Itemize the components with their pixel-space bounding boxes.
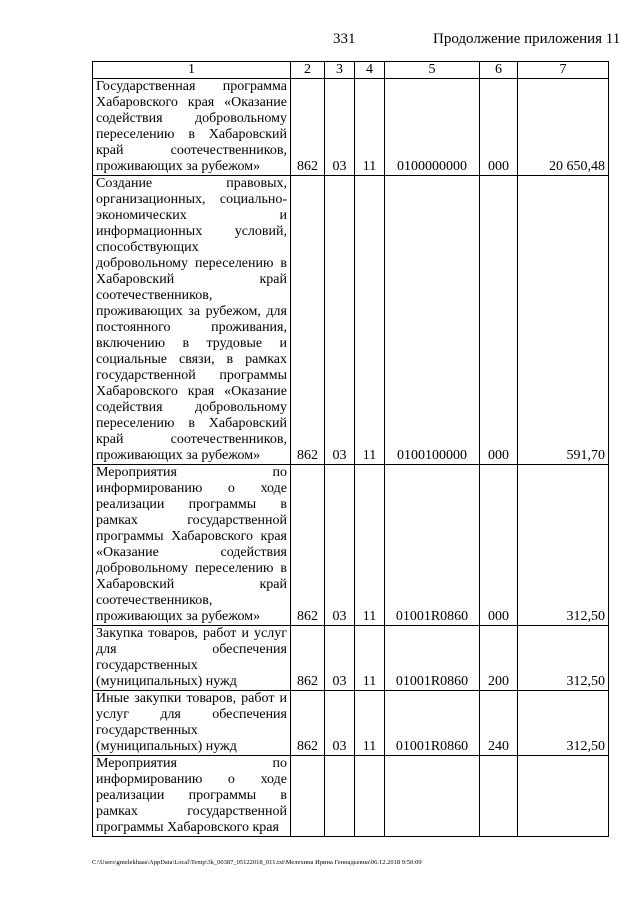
row-description <box>93 756 291 837</box>
description-line: организационных, социально- <box>96 192 287 207</box>
description-line: Создание правовых, <box>96 176 287 191</box>
description-line: информированию о ходе <box>96 772 287 787</box>
description-line: услуг для обеспечения <box>96 707 287 722</box>
target-article-code: 01001R0860 <box>385 465 480 626</box>
column-header: 7 <box>518 62 609 79</box>
description-line: Хабаровского края «Оказание <box>96 95 287 110</box>
description-line: реализации программы в <box>96 788 287 803</box>
expense-type-code: 000 <box>480 79 518 176</box>
description-line: проживающих за рубежом, для <box>96 304 287 319</box>
expense-type-code: 200 <box>480 626 518 691</box>
description-line: добровольному переселению в <box>96 561 287 576</box>
description-line: для обеспечения <box>96 642 287 657</box>
section-code: 03 <box>325 691 355 756</box>
ministry-code: 862 <box>291 176 325 465</box>
section-code: 03 <box>325 626 355 691</box>
amount <box>518 756 609 837</box>
description-line: информированию о ходе <box>96 481 287 496</box>
ministry-code: 862 <box>291 465 325 626</box>
column-header: 1 <box>93 62 291 79</box>
section-code: 03 <box>325 176 355 465</box>
target-article-code: 01001R0860 <box>385 626 480 691</box>
description-line: реализации программы в <box>96 497 287 512</box>
amount: 20 650,48 <box>518 79 609 176</box>
column-header: 3 <box>325 62 355 79</box>
ministry-code: 862 <box>291 626 325 691</box>
description-line: соотечественников, <box>96 593 213 608</box>
amount: 312,50 <box>518 465 609 626</box>
ministry-code: 862 <box>291 691 325 756</box>
description-line: «Оказание содействия <box>96 545 287 560</box>
expense-type-code <box>480 756 518 837</box>
file-path-footer: C:\Users\gmelekhaas\AppData\Local\Temp\3k_00387_05122018_011.txt\Мелехина Ирина Геннадьевна\06.12.2018 9:50:09 <box>92 859 422 866</box>
subsection-code: 11 <box>355 691 385 756</box>
description-line: соотечественников, <box>96 288 213 303</box>
row-description <box>93 79 291 176</box>
description-line: переселению в Хабаровский <box>96 127 287 142</box>
table-row <box>93 465 609 626</box>
subsection-code: 11 <box>355 626 385 691</box>
section-code: 03 <box>325 465 355 626</box>
description-line: постоянного проживания, <box>96 320 287 335</box>
description-line: включению в трудовые и <box>96 336 287 351</box>
description-line: край соотечественников, <box>96 143 287 158</box>
amount: 591,70 <box>518 176 609 465</box>
description-line: программы Хабаровского края <box>96 820 279 835</box>
description-line: способствующих <box>96 240 199 255</box>
amount: 312,50 <box>518 691 609 756</box>
column-header: 4 <box>355 62 385 79</box>
description-line: экономических и <box>96 208 287 223</box>
section-code <box>325 756 355 837</box>
description-line: рамках государственной <box>96 513 287 528</box>
description-line: Мероприятия по <box>96 756 287 771</box>
column-header: 2 <box>291 62 325 79</box>
section-code: 03 <box>325 79 355 176</box>
description-line: рамках государственной <box>96 804 287 819</box>
target-article-code <box>385 756 480 837</box>
subsection-code: 11 <box>355 465 385 626</box>
expense-type-code: 000 <box>480 465 518 626</box>
description-line: Хабаровский край <box>96 577 287 592</box>
description-line: содействия добровольному <box>96 400 287 415</box>
ministry-code <box>291 756 325 837</box>
subsection-code: 11 <box>355 176 385 465</box>
description-line: Мероприятия по <box>96 465 287 480</box>
row-description <box>93 691 291 756</box>
description-line: Иные закупки товаров, работ и <box>96 691 287 706</box>
table-row <box>93 79 609 176</box>
column-header: 5 <box>385 62 480 79</box>
description-line: добровольному переселению в <box>96 256 287 271</box>
table-row <box>93 626 609 691</box>
page-number: 331 <box>333 31 356 47</box>
row-description <box>93 626 291 691</box>
target-article-code: 01001R0860 <box>385 691 480 756</box>
target-article-code: 0100100000 <box>385 176 480 465</box>
subsection-code: 11 <box>355 79 385 176</box>
description-line: государственных <box>96 658 198 673</box>
table-row <box>93 691 609 756</box>
description-line: информационных условий, <box>96 224 287 239</box>
description-line: программы Хабаровского края <box>96 529 287 544</box>
table-header-row <box>93 62 609 79</box>
ministry-code: 862 <box>291 79 325 176</box>
description-line: проживающих за рубежом» <box>96 159 261 174</box>
column-header: 6 <box>480 62 518 79</box>
row-description <box>93 465 291 626</box>
target-article-code: 0100000000 <box>385 79 480 176</box>
description-line: проживающих за рубежом» <box>96 448 261 463</box>
description-line: (муниципальных) нужд <box>96 674 237 689</box>
budget-table <box>92 61 609 837</box>
description-line: Государственная программа <box>96 79 287 94</box>
description-line: Закупка товаров, работ и услуг <box>96 626 287 641</box>
table-row <box>93 176 609 465</box>
table-row <box>93 756 609 837</box>
description-line: содействия добровольному <box>96 111 287 126</box>
description-line: проживающих за рубежом» <box>96 609 261 624</box>
description-line: государственной программы <box>96 368 287 383</box>
description-line: Хабаровского края «Оказание <box>96 384 287 399</box>
description-line: край соотечественников, <box>96 432 287 447</box>
description-line: государственных <box>96 723 198 738</box>
description-line: (муниципальных) нужд <box>96 739 237 754</box>
subsection-code <box>355 756 385 837</box>
description-line: социальные связи, в рамках <box>96 352 287 367</box>
continuation-label: Продолжение приложения 11 <box>433 31 621 47</box>
expense-type-code: 000 <box>480 176 518 465</box>
row-description <box>93 176 291 465</box>
amount: 312,50 <box>518 626 609 691</box>
description-line: Хабаровский край <box>96 272 287 287</box>
expense-type-code: 240 <box>480 691 518 756</box>
description-line: переселению в Хабаровский <box>96 416 287 431</box>
